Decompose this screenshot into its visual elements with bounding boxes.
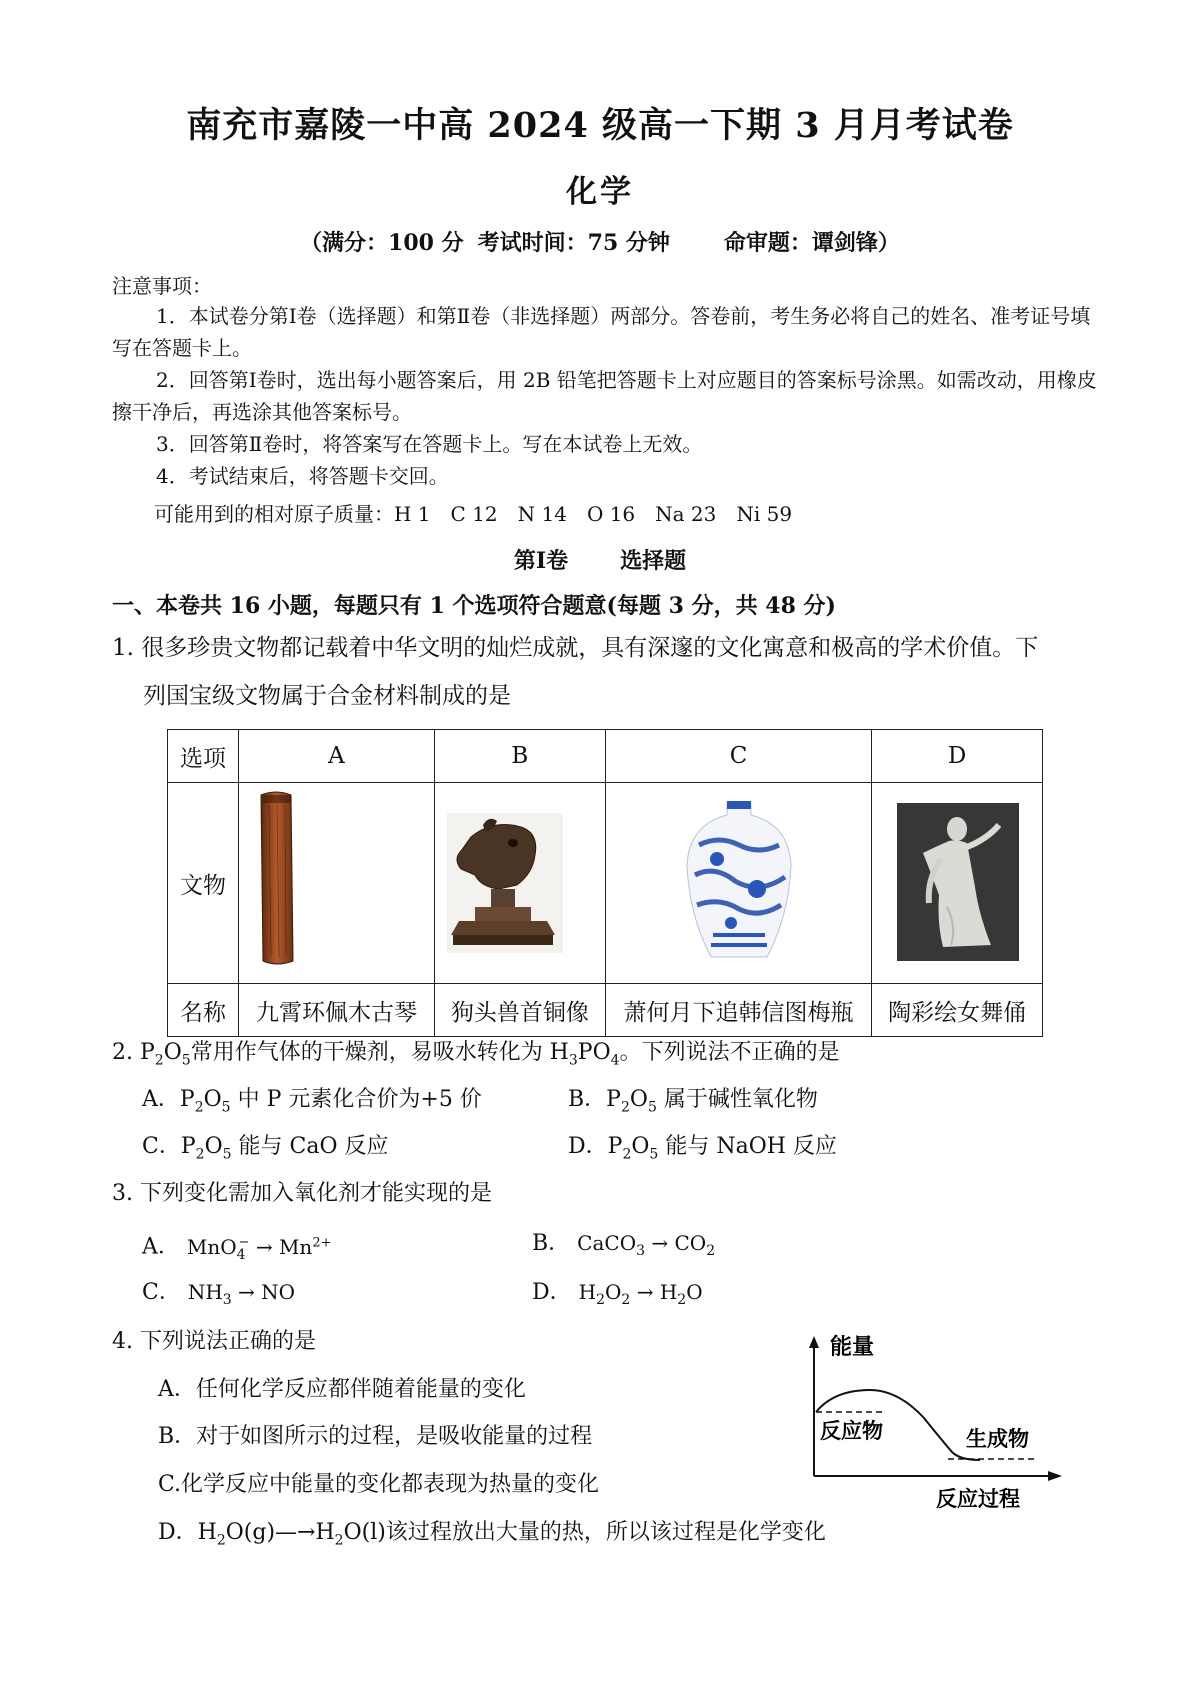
row-label-option: 选项 bbox=[168, 730, 239, 783]
row-label-name: 名称 bbox=[168, 984, 239, 1037]
q2-option-d: D．$P_2O_5$ 能与 NaOH 反应 bbox=[568, 1134, 837, 1163]
section-part: 第Ⅰ卷 bbox=[513, 548, 569, 574]
q4-option-c: C.化学反应中能量的变化都表现为热量的变化 bbox=[158, 1472, 600, 1497]
q3-option-c: C． $NH_3$ → NO bbox=[142, 1280, 296, 1308]
section-instruction: 一、本卷共 16 小题，每题只有 1 个选项符合题意(每题 3 分，共 48 分) bbox=[112, 593, 836, 619]
reactant-label: 反应物 bbox=[820, 1419, 883, 1443]
q3-option-b: B． CaCO$_3$ → $CO_2$ bbox=[532, 1231, 716, 1259]
q2-option-b: B．$P_2O_5$ 属于碱性氧化物 bbox=[568, 1087, 818, 1116]
q2-option-c: C．$P_2O_5$ 能与 CaO 反应 bbox=[142, 1134, 389, 1163]
artifact-d-cell bbox=[872, 783, 1043, 984]
table-row bbox=[168, 984, 1043, 1037]
table-row bbox=[168, 730, 1043, 783]
q4-option-d: D．$H_2O(g)—\to H_2O(l)$该过程放出大量的热，所以该过程是化学变化 bbox=[158, 1520, 826, 1549]
x-axis-arrow-icon bbox=[1048, 1471, 1062, 1481]
dancer-figurine-image bbox=[887, 795, 1027, 965]
artifact-c-name: 萧何月下追韩信图梅瓶 bbox=[605, 984, 871, 1037]
artifact-c-cell bbox=[605, 783, 871, 984]
guqin-image bbox=[241, 785, 431, 975]
exam-author: 命审题：谭剑锋） bbox=[723, 230, 900, 256]
q1-stem-line2: 列国宝级文物属于合金材料制成的是 bbox=[143, 683, 511, 709]
exam-duration: 考试时间：75 分钟 bbox=[477, 230, 670, 256]
table-row bbox=[168, 783, 1043, 984]
q4-option-a: A．任何化学反应都伴随着能量的变化 bbox=[158, 1377, 526, 1402]
q1-stem-line1: 1. 很多珍贵文物都记载着中华文明的灿烂成就，具有深邃的文化寓意和极高的学术价值。下 bbox=[112, 635, 1039, 661]
x-axis-label: 反应过程 bbox=[936, 1487, 1020, 1510]
option-b-header: B bbox=[434, 730, 605, 783]
subject-title: 化学 bbox=[566, 174, 634, 210]
q4-option-b: B．对于如图所示的过程，是吸收能量的过程 bbox=[158, 1424, 593, 1449]
q3-option-d: D． $H_2O_2 \to H_2O$ bbox=[532, 1280, 703, 1308]
energy-diagram bbox=[800, 1330, 1070, 1510]
product-label: 生成物 bbox=[966, 1427, 1029, 1451]
artifact-b-cell bbox=[434, 783, 605, 984]
q2-option-a: A．$P_2O_5$ 中 P 元素化合价为+5 价 bbox=[142, 1087, 482, 1116]
q3-option-a: A． $MnO_4^- \to Mn^{2+}$ bbox=[142, 1234, 332, 1263]
notice-item-1: 1．本试卷分第Ⅰ卷（选择题）和第Ⅱ卷（非选择题）两部分。答卷前，考生务必将自己的姓名、准考证号填写在答题卡上。 bbox=[112, 304, 1091, 360]
q1-table bbox=[167, 729, 1043, 1037]
y-axis-arrow-icon bbox=[809, 1336, 819, 1348]
full-score: （满分：100 分 bbox=[300, 230, 464, 256]
atomic-masses: 可能用到的相对原子质量：H 1 C 12 N 14 O 16 Na 23 Ni 59 bbox=[154, 502, 793, 526]
notice-heading: 注意事项： bbox=[112, 274, 212, 298]
option-c-header: C bbox=[605, 730, 871, 783]
y-axis-label: 能量 bbox=[830, 1335, 875, 1360]
q4-stem: 4. 下列说法正确的是 bbox=[112, 1329, 316, 1354]
option-d-header: D bbox=[872, 730, 1043, 783]
artifact-a-name: 九霄环佩木古琴 bbox=[239, 984, 435, 1037]
exam-title: 南充市嘉陵一中高 2024 级高一下期 3 月月考试卷 bbox=[186, 105, 1014, 146]
meiping-vase-image bbox=[639, 785, 839, 975]
dog-head-bronze-image bbox=[435, 785, 605, 975]
artifact-d-name: 陶彩绘女舞俑 bbox=[872, 984, 1043, 1037]
artifact-b-name: 狗头兽首铜像 bbox=[434, 984, 605, 1037]
section-name: 选择题 bbox=[620, 548, 687, 574]
q2-stem: 2. $P_2O_5$常用作气体的干燥剂，易吸水转化为 $H_3PO_4$。下列说法不正确的是 bbox=[112, 1040, 840, 1069]
artifact-a-cell bbox=[239, 783, 435, 984]
exam-meta bbox=[0, 226, 1200, 257]
notice-item-4: 4．考试结束后，将答题卡交回。 bbox=[156, 464, 449, 488]
notice-item-2: 2．回答第Ⅰ卷时，选出每小题答案后，用 2B 铅笔把答题卡上对应题目的答案标号涂黑。如需改动，用橡皮擦干净后，再选涂其他答案标号。 bbox=[112, 368, 1097, 424]
row-label-artifact: 文物 bbox=[168, 783, 239, 984]
option-a-header: A bbox=[239, 730, 435, 783]
section-heading bbox=[0, 544, 1200, 575]
notice-item-3: 3．回答第Ⅱ卷时，将答案写在答题卡上。写在本试卷上无效。 bbox=[156, 432, 703, 456]
q3-stem: 3. 下列变化需加入氧化剂才能实现的是 bbox=[112, 1181, 492, 1206]
